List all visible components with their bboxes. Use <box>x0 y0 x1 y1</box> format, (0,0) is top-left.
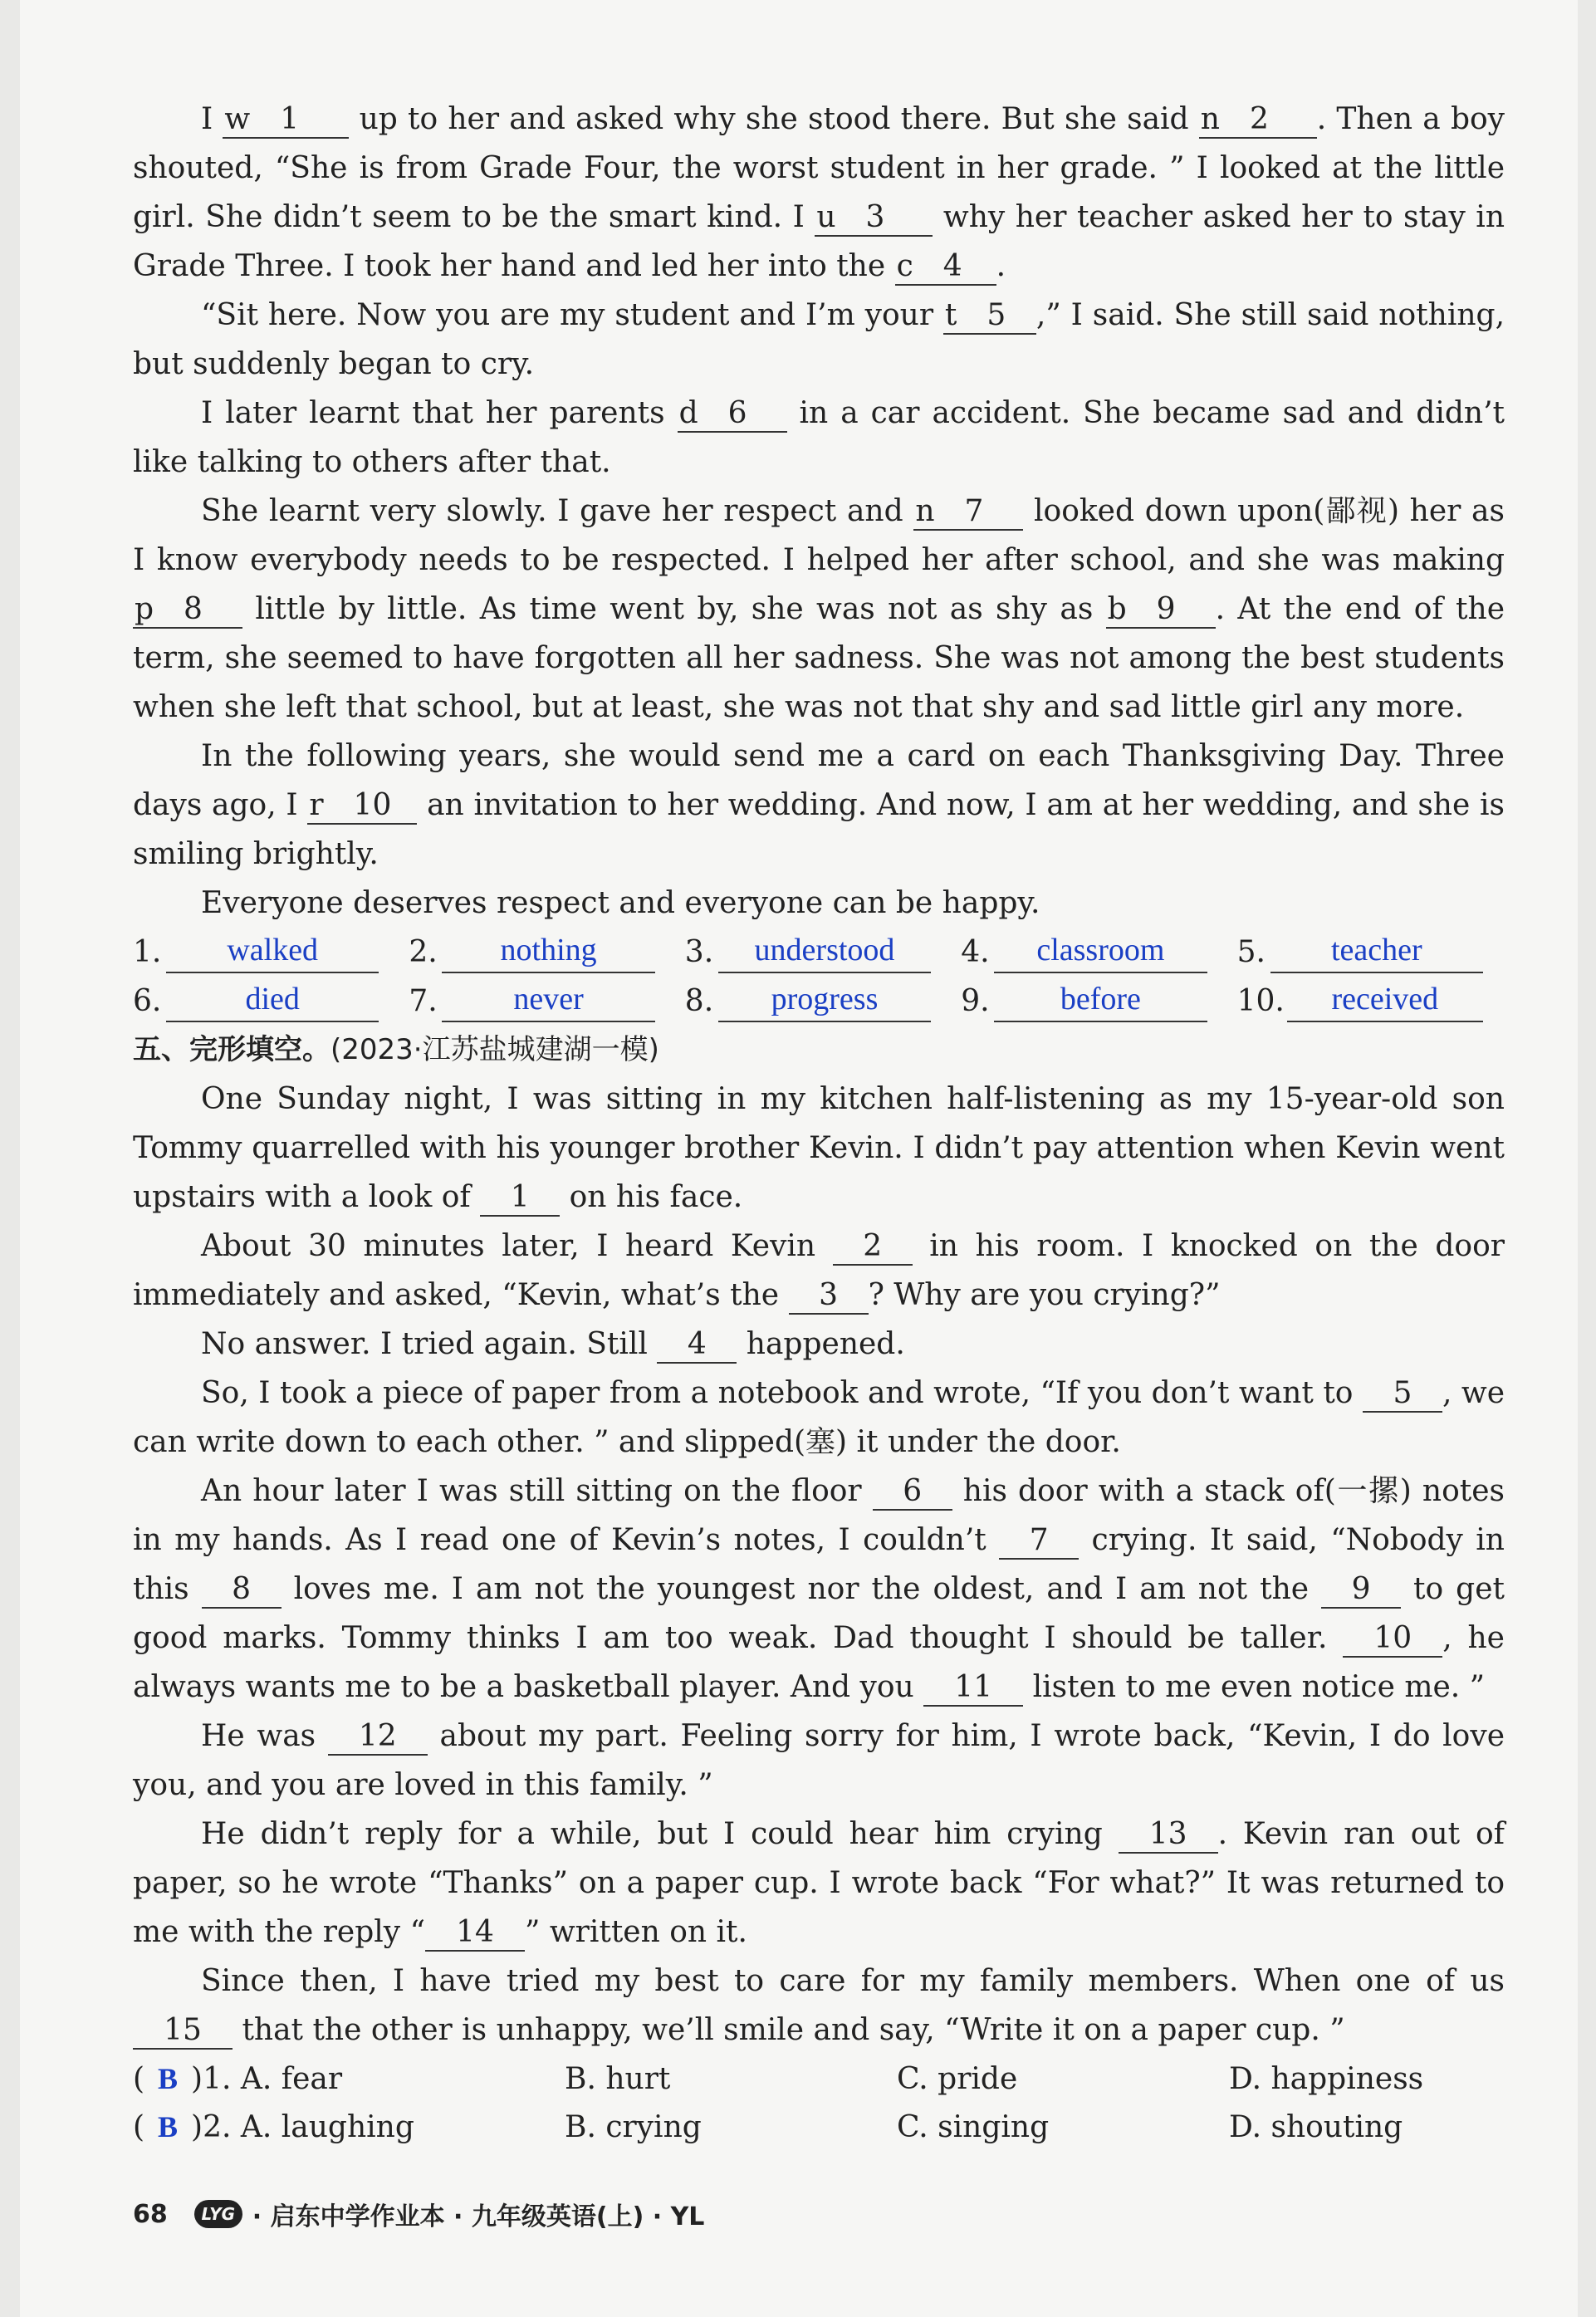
choice-option-c: C. pride <box>897 2061 1018 2096</box>
answer-text: classroom <box>994 928 1207 973</box>
answer-number: 7. <box>409 984 438 1018</box>
blank-10: 10 <box>1343 1621 1442 1658</box>
answer-item <box>1237 928 1505 977</box>
paragraph: About 30 minutes later, I heard Kevin 2 in his room. I knocked on the door immediately and asked, “Kevin, what’s the 3 ? Why are you crying?” <box>133 1222 1505 1320</box>
choice-option-b: B. hurt <box>565 2061 671 2096</box>
paragraph: An hour later I was still sitting on the floor 6 his door with a stack of(一摞) notes in my hands. As I read one of Kevin’s notes, I couldn’t 7 crying. It said, “Nobody in this 8 loves me. I am not the youngest nor the oldest, and I am not the 9 to get good marks. Tommy thinks I am too weak. Dad thought I should be taller. 10 , he always wants me to be a basketball player. And you 11 listen to me even notice me. ” <box>133 1467 1505 1712</box>
blank-15: 15 <box>133 2013 233 2050</box>
answer-number: 6. <box>133 984 162 1018</box>
blank-3: u 3 <box>815 200 933 237</box>
answer-number: 1. <box>133 935 162 969</box>
choice-answer: B <box>158 2109 179 2143</box>
answer-grid <box>133 928 1505 1026</box>
answer-item <box>133 977 400 1026</box>
blank-7: n 7 <box>913 494 1023 531</box>
page-content <box>133 95 1505 2151</box>
answer-item <box>133 928 400 977</box>
section-5-title <box>133 1026 1505 1075</box>
answer-text: teacher <box>1270 928 1483 973</box>
answer-item <box>685 977 952 1026</box>
blank-10: r 10 <box>307 788 417 825</box>
paragraph: No answer. I tried again. Still 4 happened. <box>133 1320 1505 1369</box>
answer-item <box>409 928 676 977</box>
choice-option-c: C. singing <box>897 2109 1050 2144</box>
answer-number: 5. <box>1236 935 1266 969</box>
blank-13: 13 <box>1119 1817 1218 1854</box>
blank-2: 2 <box>833 1229 913 1266</box>
choice-answer: B <box>158 2061 179 2095</box>
page-number: 68 <box>133 2199 168 2229</box>
blank-5: 5 <box>1363 1376 1442 1413</box>
paragraph: In the following years, she would send me a card on each Thanksgiving Day. Three days ago, I r 10 an invitation to her wedding. And now, I am at her wedding, and she is smiling brightly. <box>133 739 1505 871</box>
blank-1: w 1 <box>223 102 349 139</box>
passage-5 <box>133 1075 1505 2055</box>
choice-question: ( B )1. A. fear <box>133 2055 565 2104</box>
answer-number: 3. <box>684 935 714 969</box>
paragraph: He didn’t reply for a while, but I could hear him crying 13 . Kevin ran out of paper, so he wrote “Thanks” on a paper cup. I wrote back “For what?” It was returned to me with the reply “ 14 ” written on it. <box>133 1810 1505 1957</box>
answer-text: received <box>1287 977 1483 1022</box>
multiple-choice-list <box>133 2055 1505 2151</box>
paragraph: I later learnt that her parents d 6 in a car accident. She became sad and didn’t like talking to others after that. <box>133 396 1505 479</box>
blank-14: 14 <box>425 1915 525 1952</box>
blank-1: 1 <box>480 1180 560 1217</box>
answer-text: before <box>994 977 1207 1022</box>
blank-12: 12 <box>328 1719 428 1756</box>
answer-text: walked <box>166 928 379 973</box>
blank-4: 4 <box>657 1327 737 1364</box>
answer-item <box>961 977 1228 1026</box>
answer-item <box>409 977 676 1026</box>
blank-6: d 6 <box>678 396 787 433</box>
paragraph: She learnt very slowly. I gave her respect and n 7 looked down upon(鄙视) her as I know everybody needs to be respected. I helped her after school, and she was making p 8 little by little. As time went by, she was not as shy as b 9 . At the end of the term, she seemed to have forgotten all her sadness. She was not among the best students when she left that school, but at least, she was not that shy and sad little girl any more. <box>133 494 1505 724</box>
answer-item <box>961 928 1228 977</box>
choice-option-d: D. happiness <box>1229 2061 1424 2096</box>
answer-text: died <box>166 977 379 1022</box>
blank-9: b 9 <box>1106 592 1216 629</box>
answer-number: 2. <box>409 935 438 969</box>
choice-row <box>133 2055 1505 2103</box>
choice-option-b: B. crying <box>565 2109 702 2144</box>
blank-5: t 5 <box>943 298 1036 335</box>
answer-text: progress <box>718 977 931 1022</box>
blank-2: n 2 <box>1199 102 1317 139</box>
blank-6: 6 <box>873 1474 952 1511</box>
blank-9: 9 <box>1321 1572 1401 1609</box>
section-5-heading: 五、完形填空。 <box>133 1033 330 1066</box>
answer-item <box>1237 977 1505 1026</box>
blank-8: 8 <box>202 1572 282 1609</box>
answer-number: 4. <box>961 935 990 969</box>
blank-11: 11 <box>923 1670 1023 1707</box>
paragraph: Everyone deserves respect and everyone can be happy. <box>201 886 1040 920</box>
passage-4 <box>133 95 1505 928</box>
paragraph: Since then, I have tried my best to care for my family members. When one of us 15 that the other is unhappy, we’ll smile and say, “Write it on a paper cup. ” <box>133 1957 1505 2055</box>
answer-text: never <box>442 977 654 1022</box>
paragraph: I w 1 up to her and asked why she stood there. But she said n 2 . Then a boy shouted, “She is from Grade Four, the worst student in her grade. ” I looked at the little girl. She didn’t seem to be the smart kind. I u 3 why her teacher asked her to stay in Grade Three. I took her hand and led her into the c 4 . <box>133 95 1505 291</box>
section-5-source: (2023·江苏盐城建湖一模) <box>330 1033 659 1066</box>
publisher-logo: LYG <box>194 2200 242 2228</box>
answer-text: understood <box>718 928 931 973</box>
blank-3: 3 <box>789 1278 869 1315</box>
page-footer <box>133 2189 704 2239</box>
choice-question: ( B )2. A. laughing <box>133 2103 565 2152</box>
choice-row <box>133 2103 1505 2151</box>
paragraph: “Sit here. Now you are my student and I’m your t 5 ,” I said. She still said nothing, but suddenly began to cry. <box>133 298 1505 381</box>
answer-number: 8. <box>684 984 714 1018</box>
paragraph: He was 12 about my part. Feeling sorry for him, I wrote back, “Kevin, I do love you, and you are loved in this family. ” <box>133 1719 1505 1802</box>
answer-number: 10. <box>1236 984 1285 1018</box>
choice-option-d: D. shouting <box>1229 2109 1403 2144</box>
paragraph: So, I took a piece of paper from a notebook and wrote, “If you don’t want to 5 , we can write down to each other. ” and slipped(塞) it under the door. <box>133 1376 1505 1459</box>
blank-4: c 4 <box>895 249 996 286</box>
answer-number: 9. <box>961 984 990 1018</box>
answer-item <box>685 928 952 977</box>
footer-text: · 启东中学作业本 · 九年级英语(上) · YL <box>252 2202 705 2231</box>
blank-8: p 8 <box>133 592 242 629</box>
blank-7: 7 <box>999 1523 1079 1560</box>
answer-text: nothing <box>442 928 654 973</box>
paragraph: One Sunday night, I was sitting in my kitchen half-listening as my 15-year-old son Tommy quarrelled with his younger brother Kevin. I didn’t pay attention when Kevin went upstairs with a look of 1 on his face. <box>133 1075 1505 1222</box>
